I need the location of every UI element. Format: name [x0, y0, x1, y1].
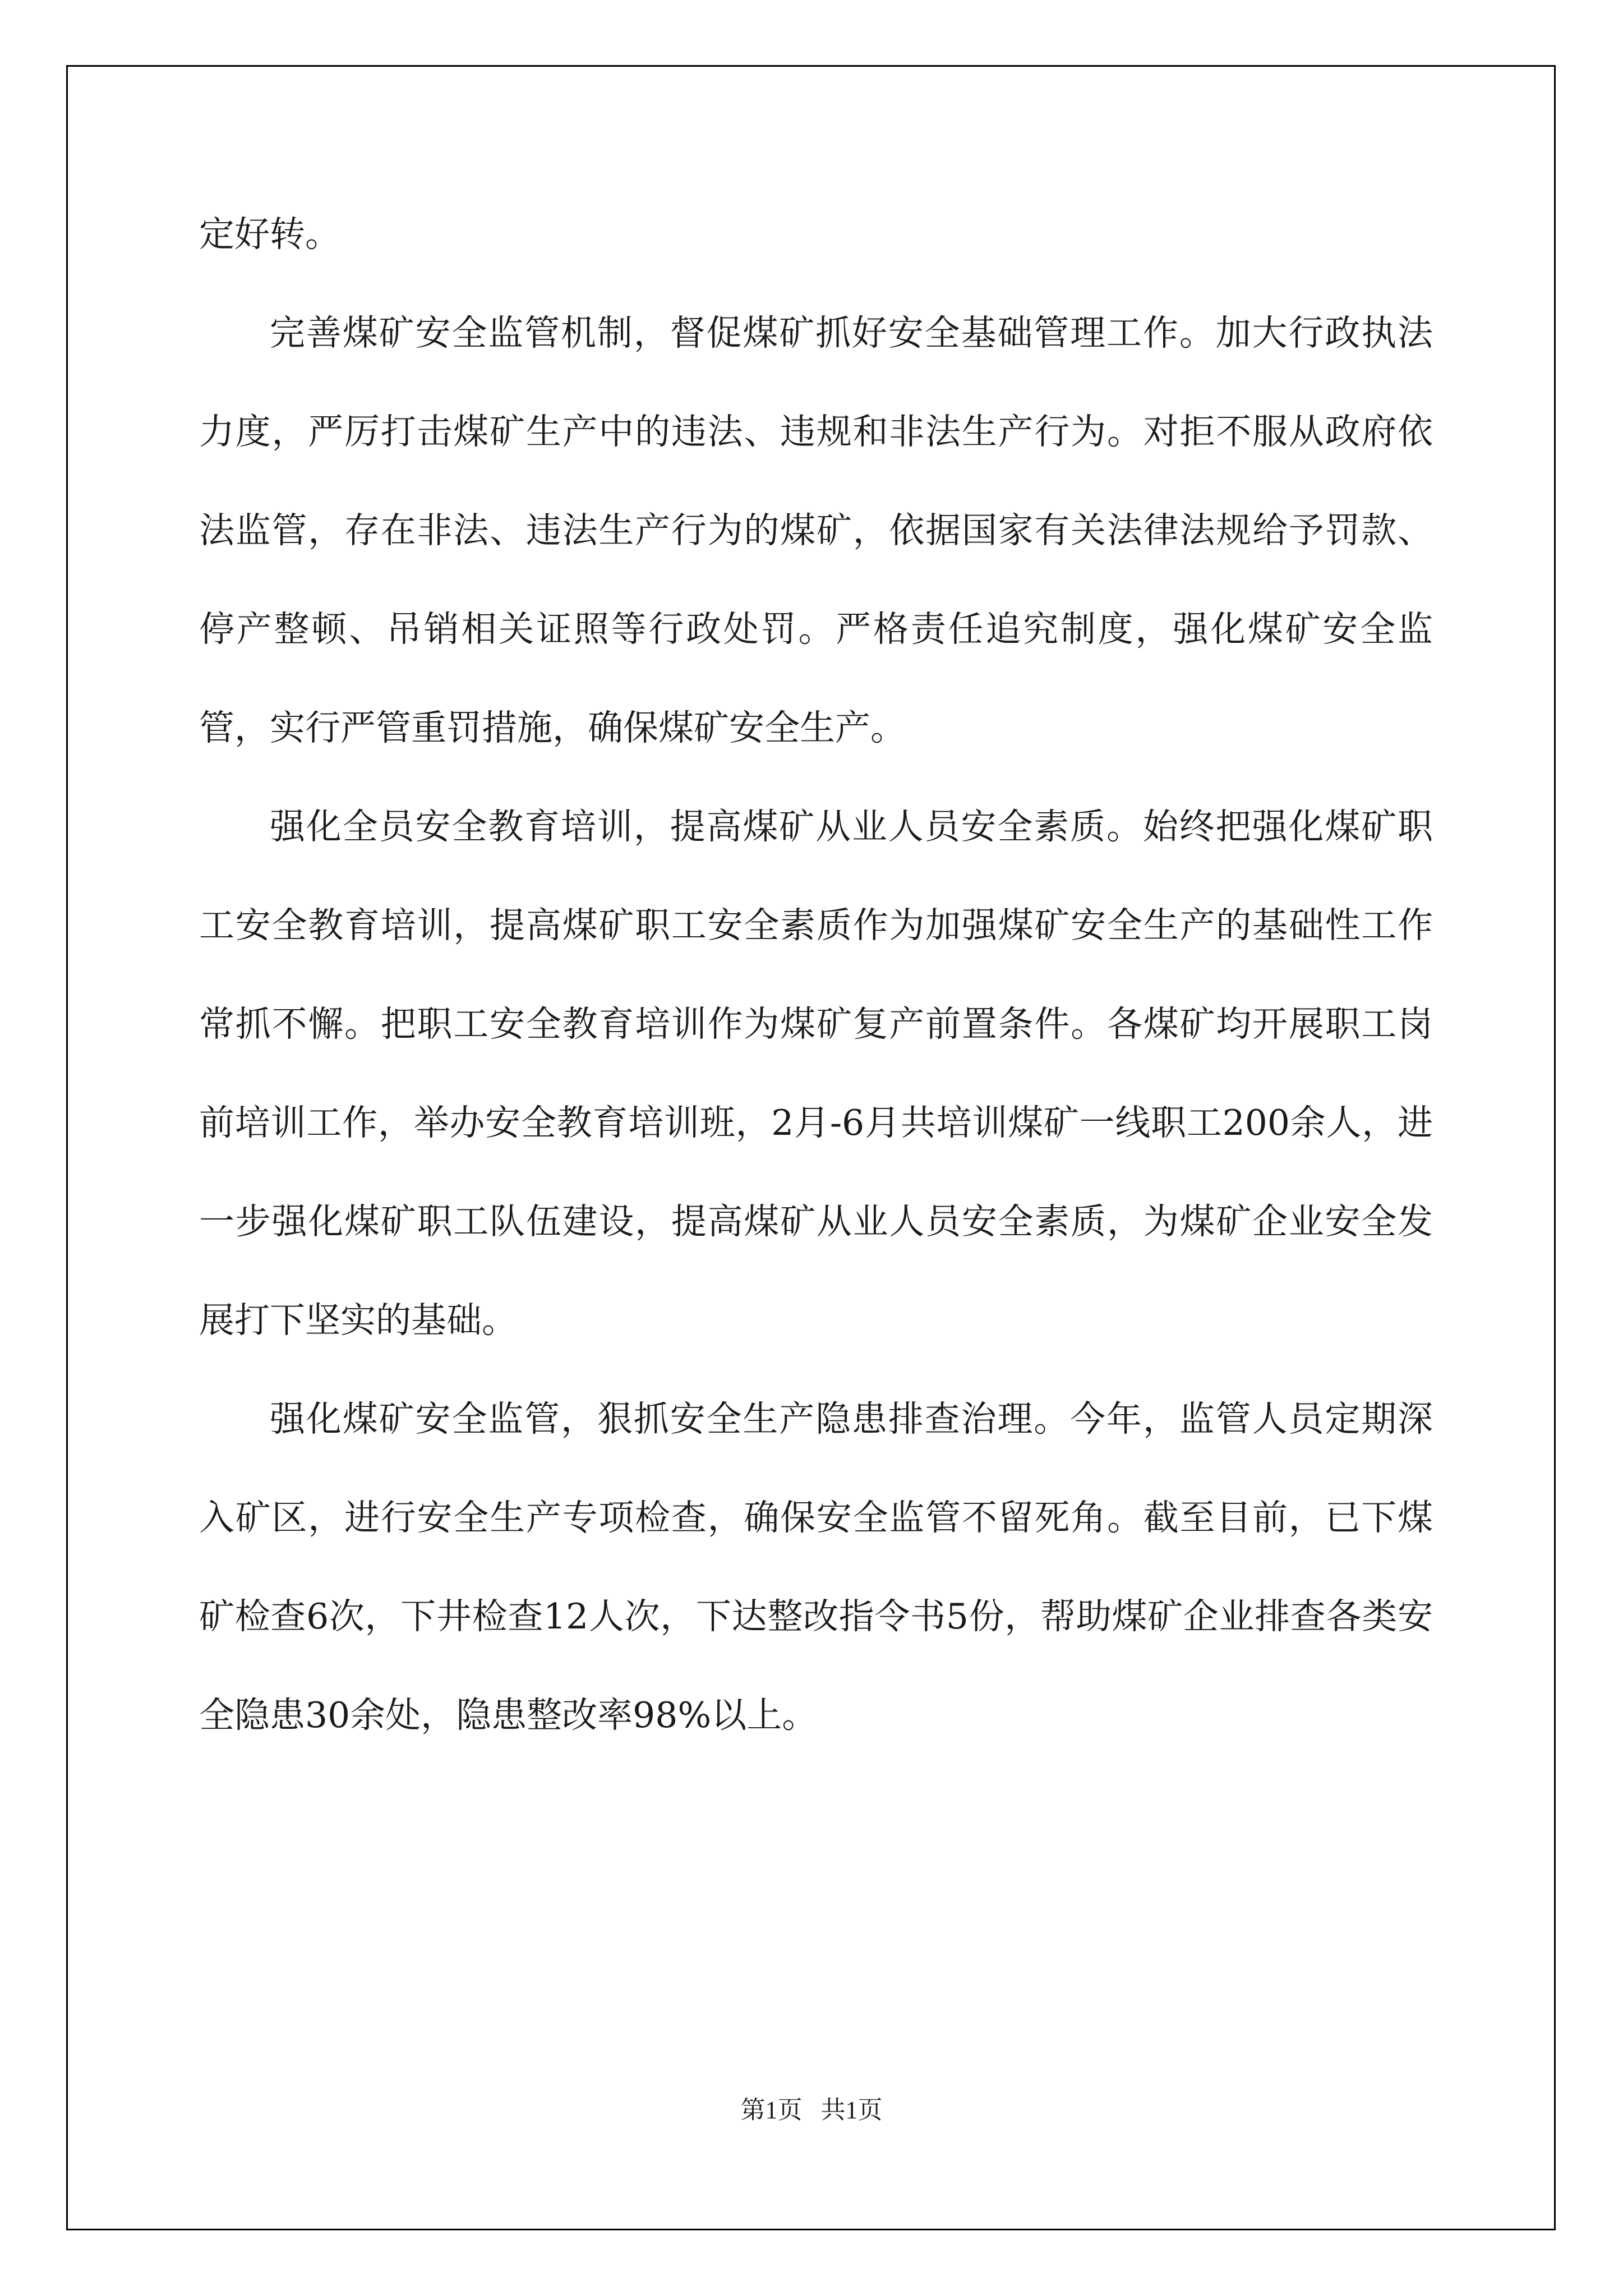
- paragraph-4: 强化煤矿安全监管，狠抓安全生产隐患排查治理。今年，监管人员定期深入矿区，进行安全生产专项检查，确保安全监管不留死角。截至目前，已下煤矿检查6次，下井检查12人次，下达整改指令书5份，帮助煤矿企业排查各类安全隐患30余处，隐患整改率98%以上。: [199, 1398, 1433, 1736]
- document-body: [199, 185, 1433, 1765]
- paragraph-3: 强化全员安全教育培训，提高煤矿从业人员安全素质。始终把强化煤矿职工安全教育培训，提高煤矿职工安全素质作为加强煤矿安全生产的基础性工作常抓不懈。把职工安全教育培训作为煤矿复产前置条件。各煤矿均开展职工岗前培训工作，举办安全教育培训班，2月-6月共培训煤矿一线职工200余人，进一步强化煤矿职工队伍建设，提高煤矿从业人员安全素质，为煤矿企业安全发展打下坚实的基础。: [199, 806, 1433, 1341]
- page-footer: 第1页 共1页: [740, 2096, 883, 2124]
- paragraph-1: 定好转。: [199, 214, 340, 255]
- paragraph-2: 完善煤矿安全监管机制，督促煤矿抓好安全基础管理工作。加大行政执法力度，严厉打击煤矿生产中的违法、违规和非法生产行为。对拒不服从政府依法监管，存在非法、违法生产行为的煤矿，依据国家有关法律法规给予罚款、停产整顿、吊销相关证照等行政处罚。严格责任追究制度，强化煤矿安全监管，实行严管重罚措施，确保煤矿安全生产。: [199, 312, 1433, 748]
